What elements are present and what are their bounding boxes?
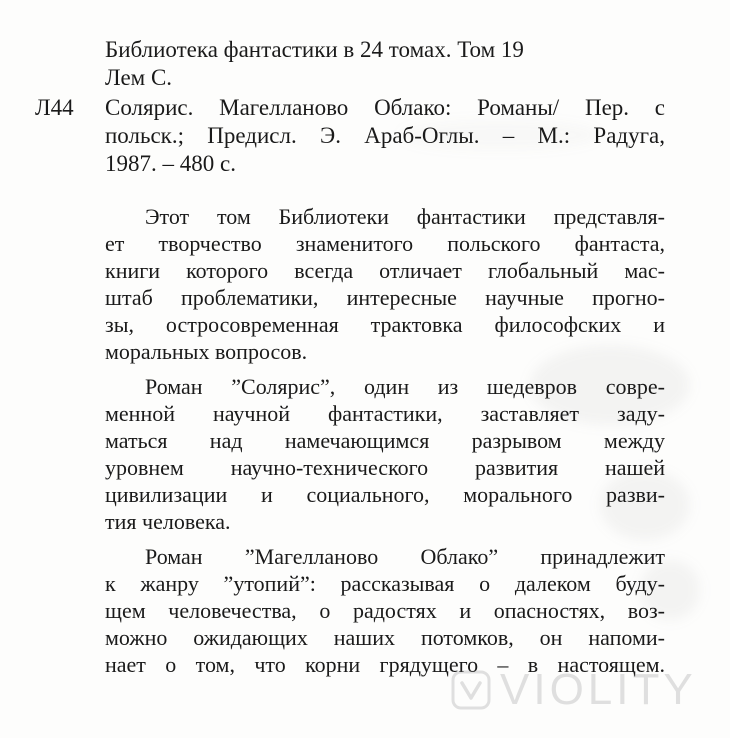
paragraph-line: щем человечества, о радостях и опасностях, воз- <box>105 598 665 623</box>
paragraph-line: ет творчество знаменитого польского фантаста, <box>105 231 665 256</box>
paragraph-line: тия человека. <box>105 509 231 534</box>
paragraph-line: штаб проблематики, интересные научные прогно- <box>105 285 665 310</box>
watermark <box>450 665 697 714</box>
paragraph-line: маться над намечающимся разрывом между <box>105 428 665 453</box>
bibliography-line: польск.; Предисл. Э. Араб-Оглы. – М.: Радуга, <box>105 123 665 148</box>
paragraph-line: уровнем научно-технического развития нашей <box>105 455 665 480</box>
paragraph-line: Роман ”Магелланово Облако” принадлежит <box>145 544 665 569</box>
catalog-code: Л44 <box>35 95 74 120</box>
bibliography-line: 1987. – 480 с. <box>105 151 236 176</box>
paragraph-line: можно ожидающих наших потомков, он напоми- <box>105 625 665 650</box>
paragraph-line: цивилизации и социального, морального разви- <box>105 482 665 507</box>
annotation-paragraph-1 <box>105 203 665 365</box>
annotation-paragraph-3 <box>105 543 665 678</box>
bibliographic-entry <box>105 94 665 178</box>
violity-logo-icon <box>450 669 492 711</box>
author-name: Лем С. <box>105 65 173 90</box>
paragraph-line: зы, остросовременная трактовка философских и <box>105 312 665 337</box>
series-title: Библиотека фантастики в 24 томах. Том 19 <box>105 37 524 62</box>
annotation-paragraph-2 <box>105 373 665 535</box>
paragraph-line: Роман ”Солярис”, один из шедевров совре- <box>145 374 665 399</box>
watermark-text: VIOLITY <box>500 665 697 714</box>
bibliography-line: Солярис. Магелланово Облако: Романы/ Пер. с <box>105 95 665 120</box>
paragraph-line: Этот том Библиотеки фантастики представля- <box>145 204 665 229</box>
paragraph-line: нает о том, что корни грядущего – в настоящем. <box>105 652 665 677</box>
paragraph-line: к жанру ”утопий”: рассказывая о далеком буду- <box>105 571 665 596</box>
paragraph-line: книги которого всегда отличает глобальный мас- <box>105 258 665 283</box>
paragraph-line: моральных вопросов. <box>105 339 308 364</box>
paragraph-line: менной научной фантастики, заставляет заду- <box>105 401 665 426</box>
